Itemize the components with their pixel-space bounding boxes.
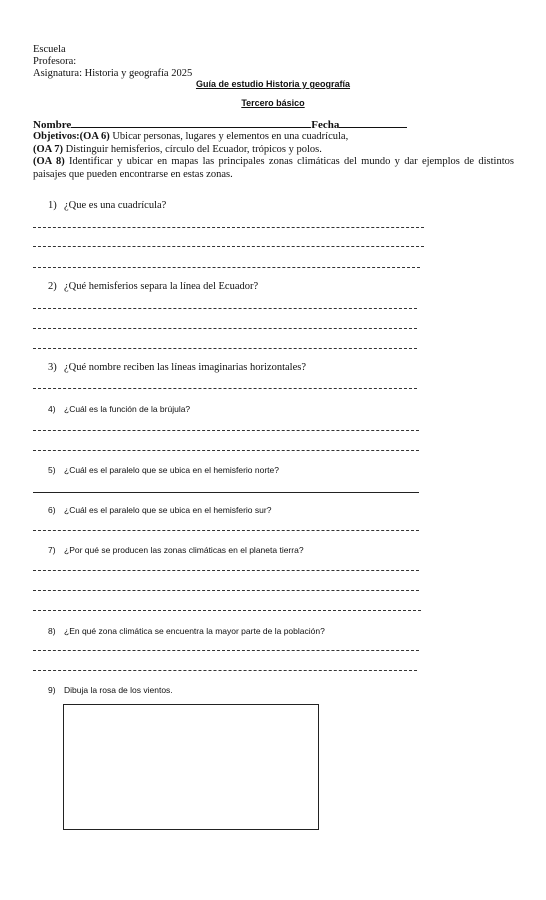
name-date-row bbox=[33, 117, 407, 131]
answer-line[interactable] bbox=[33, 246, 424, 247]
question-number: 4) bbox=[48, 404, 56, 414]
drawing-box[interactable] bbox=[63, 704, 319, 830]
objective-code: Objetivos:(OA 6) bbox=[33, 131, 110, 142]
objective-text: Identificar y ubicar en mapas las principales zonas climáticas del mundo y dar ejemplos de distintos paisajes que pueden encontrarse en estas zonas. bbox=[33, 156, 514, 180]
objective-code: (OA 8) bbox=[33, 156, 65, 167]
objective-code: (OA 7) bbox=[33, 144, 64, 155]
answer-line[interactable] bbox=[33, 267, 420, 268]
question-6 bbox=[48, 505, 271, 515]
answer-line[interactable] bbox=[33, 430, 419, 431]
question-text: ¿Cuál es el paralelo que se ubica en el hemisferio sur? bbox=[64, 505, 272, 515]
objective-oa6 bbox=[33, 130, 514, 143]
objective-text: Distinguir hemisferios, círculo del Ecuador, trópicos y polos. bbox=[63, 144, 322, 155]
answer-line[interactable] bbox=[33, 308, 417, 309]
question-text: ¿Cuál es el paralelo que se ubica en el hemisferio norte? bbox=[64, 465, 279, 475]
question-1 bbox=[48, 200, 166, 211]
grade-title: Tercero básico bbox=[241, 98, 305, 108]
answer-line[interactable] bbox=[33, 227, 424, 228]
question-number: 6) bbox=[48, 505, 56, 515]
date-label: Fecha bbox=[311, 119, 340, 131]
guide-title: Guía de estudio Historia y geografía bbox=[195, 79, 351, 89]
answer-line[interactable] bbox=[33, 570, 419, 571]
question-text: ¿Qué hemisferios separa la línea del Ecuador? bbox=[64, 281, 259, 292]
question-number: 9) bbox=[48, 685, 56, 695]
answer-line[interactable] bbox=[33, 610, 421, 611]
objective-text: Ubicar personas, lugares y elementos en una cuadrícula, bbox=[109, 131, 349, 142]
question-3 bbox=[48, 362, 306, 373]
name-label: Nombre bbox=[33, 119, 72, 131]
question-text: ¿Qué nombre reciben las líneas imaginarias horizontales? bbox=[64, 362, 306, 373]
question-number: 5) bbox=[48, 465, 56, 475]
question-8 bbox=[48, 626, 325, 636]
question-text: Dibuja la rosa de los vientos. bbox=[64, 685, 173, 695]
question-number: 1) bbox=[48, 200, 57, 211]
date-blank[interactable] bbox=[339, 117, 407, 128]
answer-line[interactable] bbox=[33, 492, 419, 493]
question-text: ¿En qué zona climática se encuentra la mayor parte de la población? bbox=[64, 626, 325, 636]
answer-line[interactable] bbox=[33, 590, 419, 591]
question-4 bbox=[48, 404, 190, 414]
answer-line[interactable] bbox=[33, 530, 419, 531]
answer-line[interactable] bbox=[33, 328, 417, 329]
question-text: ¿Por qué se producen las zonas climáticas en el planeta tierra? bbox=[64, 545, 304, 555]
question-text: ¿Que es una cuadrícula? bbox=[64, 200, 167, 211]
question-number: 8) bbox=[48, 626, 56, 636]
answer-line[interactable] bbox=[33, 388, 417, 389]
name-blank[interactable] bbox=[71, 117, 311, 128]
question-2 bbox=[48, 281, 258, 292]
question-7 bbox=[48, 545, 304, 555]
subject-label: Asignatura: Historia y geografía 2025 bbox=[33, 68, 193, 79]
answer-line[interactable] bbox=[33, 650, 419, 651]
question-number: 3) bbox=[48, 362, 57, 373]
teacher-label: Profesora: bbox=[33, 56, 77, 67]
question-number: 7) bbox=[48, 545, 56, 555]
school-label: Escuela bbox=[33, 44, 66, 55]
question-9 bbox=[48, 685, 173, 695]
answer-line[interactable] bbox=[33, 670, 417, 671]
question-number: 2) bbox=[48, 281, 57, 292]
answer-line[interactable] bbox=[33, 348, 417, 349]
answer-line[interactable] bbox=[33, 450, 419, 451]
question-text: ¿Cuál es la función de la brújula? bbox=[64, 404, 191, 414]
question-5 bbox=[48, 465, 279, 475]
objective-oa8 bbox=[33, 155, 514, 181]
